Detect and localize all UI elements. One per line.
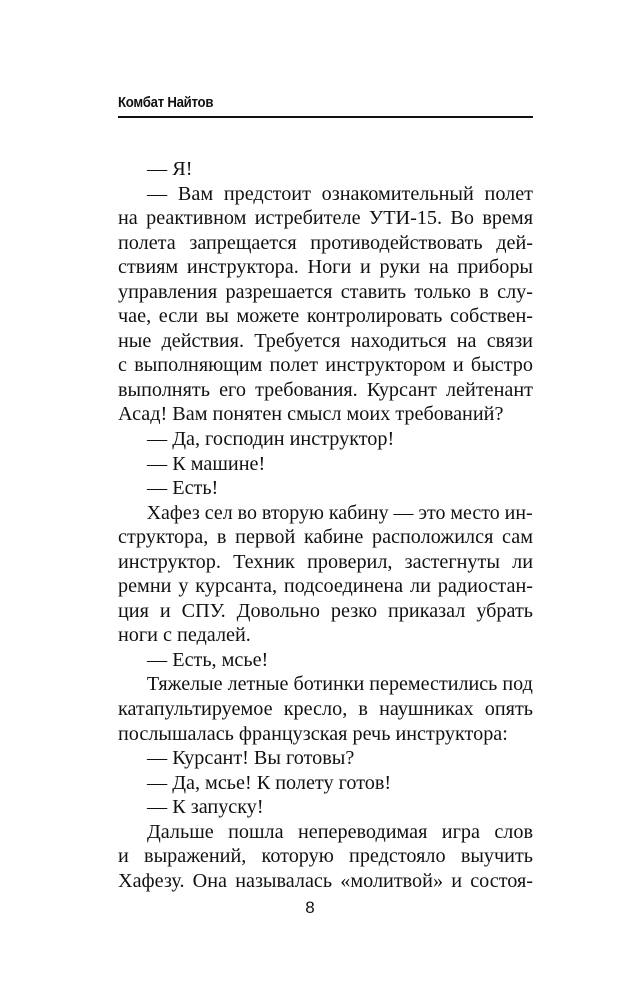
running-header-title: Комбат Найтов xyxy=(118,94,214,111)
text-line: — Курсант! Вы готовы? xyxy=(147,747,355,770)
text-line: выполнять его требования. Курсант лейтенант xyxy=(118,378,533,401)
text-line: ствиям инструктора. Ноги и руки на приборы xyxy=(118,256,533,279)
text-line: Дальше пошла непереводимая игра слов xyxy=(147,820,533,843)
text-line: — К машине! xyxy=(147,452,266,475)
text-line: с выполняющим полет инструктором и быстро xyxy=(118,354,533,377)
text-line: — Вам предстоит ознакомительный полет xyxy=(147,182,533,205)
text-line: структора, в первой кабине расположился сам xyxy=(118,526,533,549)
text-line: — К запуску! xyxy=(147,796,264,819)
text-line: ноги с педалей. xyxy=(118,624,251,647)
text-line: — Есть, мсье! xyxy=(147,648,269,671)
text-line: ция и СПУ. Довольно резко приказал убрать xyxy=(118,599,533,622)
text-line: — Да, господин инструктор! xyxy=(147,428,395,451)
text-line: и выражений, которую предстояло выучить xyxy=(118,845,533,868)
body-text xyxy=(118,157,533,893)
text-line: — Да, мсье! К полету готов! xyxy=(147,771,392,794)
text-line: послышалась французская речь инструктора: xyxy=(118,722,508,745)
text-line: ные действия. Требуется находиться на связи xyxy=(118,329,533,352)
text-line: ремни у курсанта, подсоединена ли радиостан- xyxy=(118,575,533,598)
text-line: Асад! Вам понятен смысл моих требований? xyxy=(118,403,504,426)
text-line: катапультируемое кресло, в наушниках опять xyxy=(118,698,533,721)
text-line: Хафез сел во вторую кабину — это место ин- xyxy=(146,501,533,524)
text-line: на реактивном истребителе УТИ-15. Во время xyxy=(118,207,533,230)
text-line: — Есть! xyxy=(147,477,219,500)
text-line: управления разрешается ставить только в слу- xyxy=(118,280,533,303)
text-line: — Я! xyxy=(147,158,193,180)
text-line: инструктор. Техник проверил, застегнуты ли xyxy=(118,550,533,573)
page-number: 8 xyxy=(305,898,315,917)
text-line: Тяжелые летные ботинки переместились под xyxy=(146,673,533,696)
text-line: чае, если вы можете контролировать собствен- xyxy=(118,305,533,328)
text-line: Хафезу. Она называлась «молитвой» и состоя- xyxy=(118,869,533,892)
text-line: полета запрещается противодействовать дей- xyxy=(118,231,533,254)
running-header xyxy=(118,94,533,118)
